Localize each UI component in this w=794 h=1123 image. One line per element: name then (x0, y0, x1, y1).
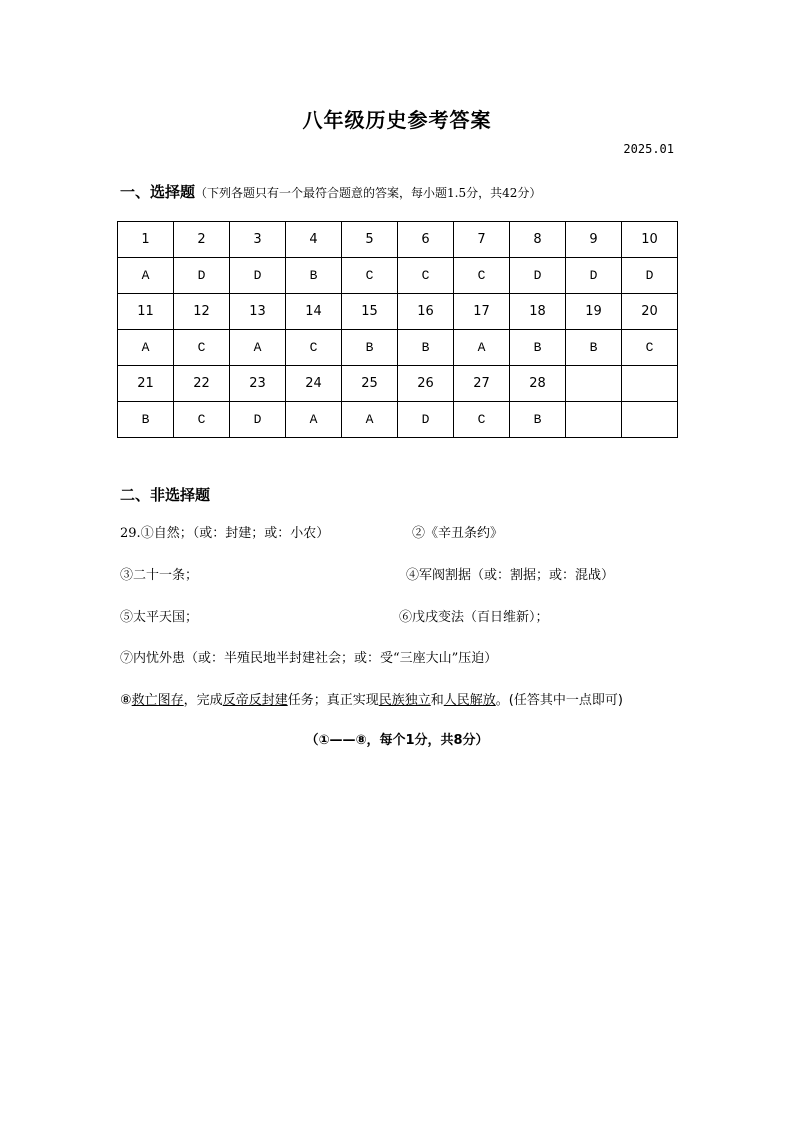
table-cell: D (174, 258, 230, 294)
table-cell: 20 (622, 294, 678, 330)
table-cell: 3 (230, 222, 286, 258)
section-1-title: 一、选择题 (120, 183, 196, 201)
answer-8-point-4: 人民解放 (443, 693, 496, 708)
table-cell: 22 (174, 366, 230, 402)
table-cell: C (622, 330, 678, 366)
table-cell: B (566, 330, 622, 366)
table-cell: C (398, 258, 454, 294)
section-2-heading: 二、非选择题 (120, 486, 211, 504)
table-cell: C (286, 330, 342, 366)
table-cell: 23 (230, 366, 286, 402)
table-cell: A (342, 402, 398, 438)
table-cell: B (510, 330, 566, 366)
table-cell: 17 (454, 294, 510, 330)
table-cell: 24 (286, 366, 342, 402)
table-row (118, 330, 678, 366)
question-number: 29. (120, 526, 141, 541)
table-cell: 7 (454, 222, 510, 258)
table-row (118, 222, 678, 258)
answer-8-text-2: 任务；真正实现 (287, 693, 379, 708)
answer-29-line-1 (120, 522, 329, 541)
table-cell: B (118, 402, 174, 438)
table-cell: B (510, 402, 566, 438)
answer-7: ⑦内忧外患（或：半殖民地半封建社会；或：受“三座大山”压迫） (120, 651, 498, 666)
answer-8 (120, 689, 623, 708)
table-cell: C (342, 258, 398, 294)
table-cell: 18 (510, 294, 566, 330)
table-cell (566, 402, 622, 438)
table-cell: A (454, 330, 510, 366)
table-row (118, 402, 678, 438)
table-row (118, 366, 678, 402)
score-note: （①——⑧，每个1分，共8分） (305, 733, 489, 748)
table-cell: 21 (118, 366, 174, 402)
table-cell: B (398, 330, 454, 366)
answer-5: ⑤太平天国； (120, 610, 199, 625)
table-cell: 11 (118, 294, 174, 330)
page-title: 八年级历史参考答案 (302, 108, 492, 132)
table-cell: C (454, 258, 510, 294)
section-1-note: （下列各题只有一个最符合题意的答案，每小题1.5分，共42分） (195, 186, 542, 200)
table-cell: A (286, 402, 342, 438)
table-cell: A (118, 330, 174, 366)
table-cell: 13 (230, 294, 286, 330)
table-cell: D (230, 258, 286, 294)
answer-8-text-1: ，完成 (183, 693, 223, 708)
table-cell: 16 (398, 294, 454, 330)
table-cell: 5 (342, 222, 398, 258)
table-cell: D (510, 258, 566, 294)
answer-8-text-3: 和 (430, 693, 444, 708)
table-cell: C (174, 330, 230, 366)
table-cell: 4 (286, 222, 342, 258)
answer-8-point-3: 民族独立 (378, 693, 431, 708)
table-cell: 8 (510, 222, 566, 258)
table-cell: 9 (566, 222, 622, 258)
table-cell: B (286, 258, 342, 294)
table-cell: C (174, 402, 230, 438)
table-cell: D (230, 402, 286, 438)
answer-8-number: ⑧ (120, 693, 132, 708)
answer-6: ⑥戊戌变法（百日维新）； (399, 610, 549, 625)
table-cell: D (566, 258, 622, 294)
table-cell: D (398, 402, 454, 438)
table-cell (622, 366, 678, 402)
table-cell: D (622, 258, 678, 294)
table-cell: 12 (174, 294, 230, 330)
table-cell: 1 (118, 222, 174, 258)
table-row (118, 258, 678, 294)
table-cell: 26 (398, 366, 454, 402)
table-row (118, 294, 678, 330)
answer-8-text-4: 。(任答其中一点即可) (495, 693, 623, 708)
table-cell: 28 (510, 366, 566, 402)
table-cell (622, 402, 678, 438)
answer-1: ①自然；（或：封建；或：小农） (140, 526, 330, 541)
table-cell: C (454, 402, 510, 438)
answer-8-point-1: 救亡图存 (131, 693, 184, 708)
section-1-heading (120, 181, 541, 202)
table-cell: 2 (174, 222, 230, 258)
answer-3: ③二十一条； (120, 568, 199, 583)
table-cell: 15 (342, 294, 398, 330)
table-cell: 6 (398, 222, 454, 258)
table-cell (566, 366, 622, 402)
answer-8-point-2: 反帝反封建 (222, 693, 288, 708)
table-cell: A (118, 258, 174, 294)
answer-table (117, 221, 678, 438)
answer-4: ④军阀割据（或：割据；或：混战） (406, 568, 615, 583)
document-date: 2025.01 (623, 142, 674, 156)
table-cell: 14 (286, 294, 342, 330)
table-cell: 27 (454, 366, 510, 402)
table-cell: 25 (342, 366, 398, 402)
answer-2: ②《辛丑条约》 (412, 526, 504, 541)
table-cell: 10 (622, 222, 678, 258)
table-cell: A (230, 330, 286, 366)
table-cell: 19 (566, 294, 622, 330)
table-cell: B (342, 330, 398, 366)
